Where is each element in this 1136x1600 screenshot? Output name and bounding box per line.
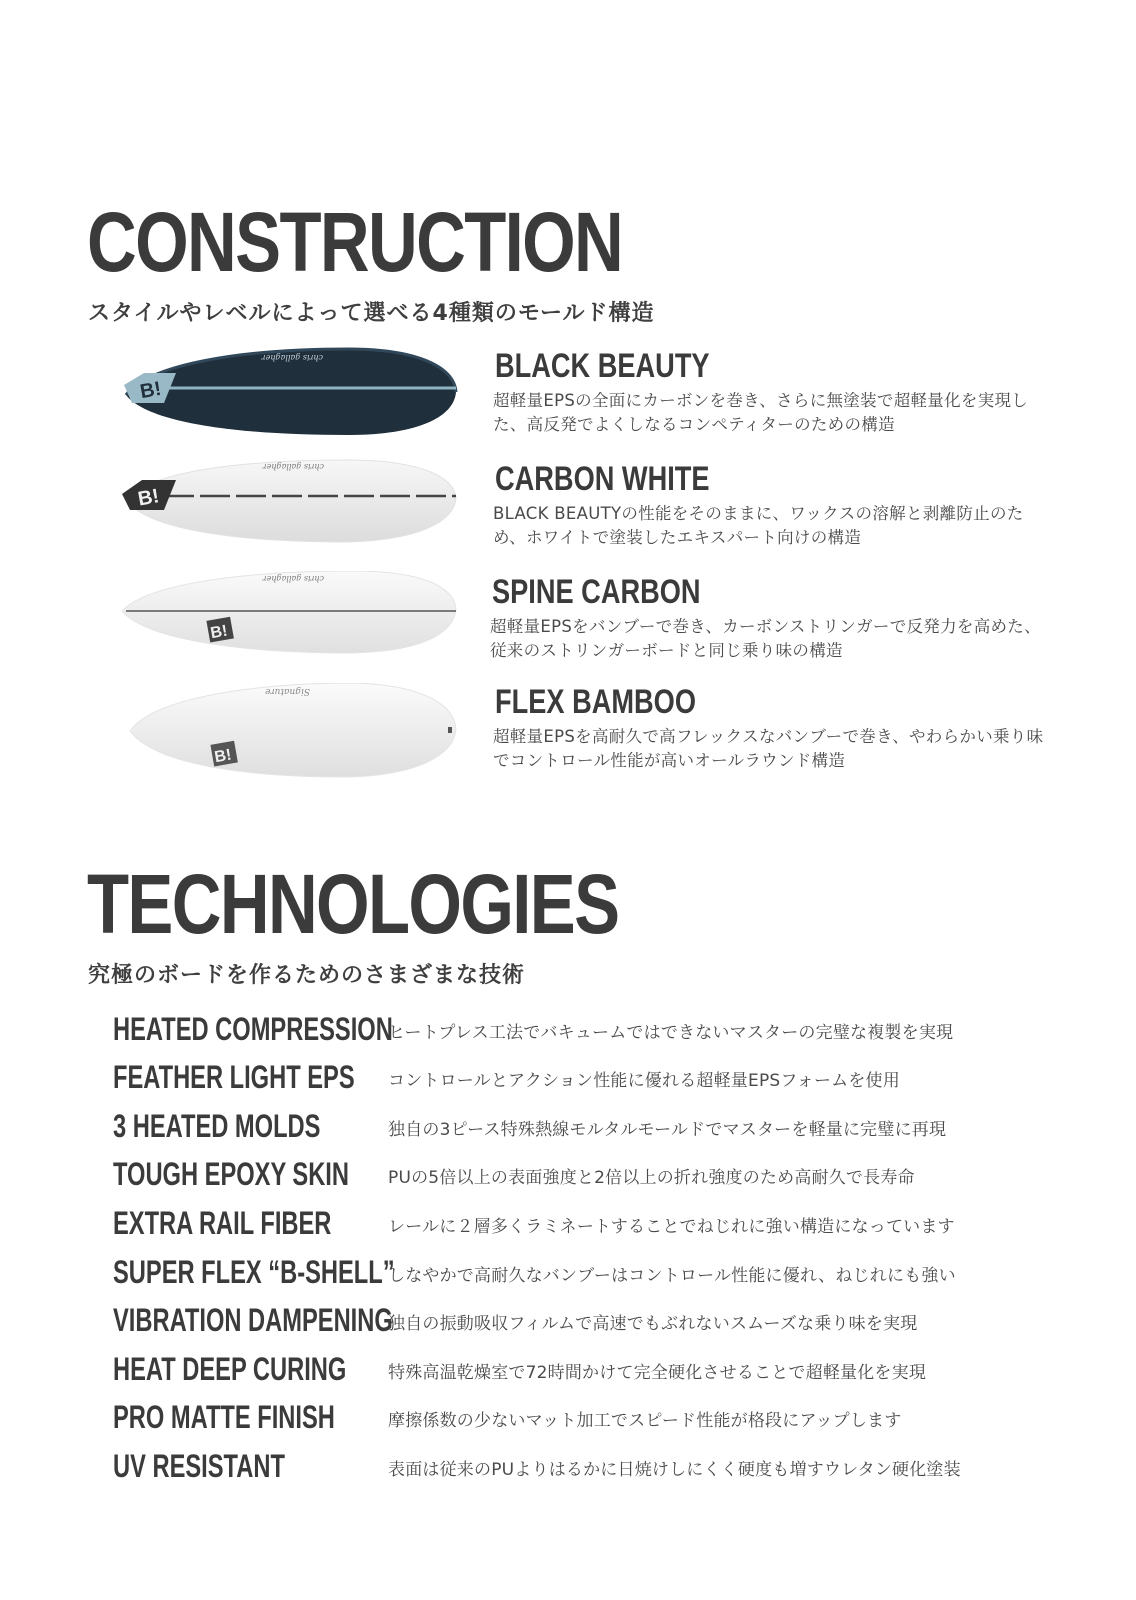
tech-name: FEATHER LIGHT EPS	[113, 1059, 355, 1095]
tech-item	[0, 1110, 1136, 1154]
technologies-subtitle: 究極のボードを作るためのさまざまな技術	[88, 963, 526, 988]
model-flex-bamboo	[0, 683, 1136, 793]
tech-desc: 独自の振動吸収フィルムで高速でもぶれないスムーズな乗り味を実現	[388, 1314, 918, 1334]
tech-item	[0, 1207, 1136, 1251]
tech-name: UV RESISTANT	[113, 1448, 285, 1484]
model-name: FLEX BAMBOO	[495, 683, 696, 721]
svg-text:chris gallagher: chris gallagher	[262, 462, 324, 471]
svg-text:B!: B!	[136, 485, 161, 511]
model-name: SPINE CARBON	[492, 573, 701, 611]
tech-name: HEATED COMPRESSION	[113, 1011, 393, 1047]
tech-item	[0, 1013, 1136, 1057]
tech-item	[0, 1061, 1136, 1105]
svg-text:B!: B!	[138, 377, 163, 404]
tech-name: TOUGH EPOXY SKIN	[113, 1156, 349, 1192]
svg-text:chris gallagher: chris gallagher	[261, 353, 323, 362]
model-desc: 超軽量EPSの全面にカーボンを巻き、さらに無塗装で超軽量化を実現した、高反発でよくしなるコンペティターのための構造	[493, 391, 1029, 434]
tech-desc: レールに２層多くラミネートすることでねじれに強い構造になっています	[388, 1217, 955, 1237]
model-desc: 超軽量EPSを高耐久で高フレックスなバンブーで巻き、やわらかい乗り味でコントロール性能が高いオールラウンド構造	[493, 727, 1044, 770]
tech-desc: コントロールとアクション性能に優れる超軽量EPSフォームを使用	[388, 1071, 900, 1091]
tech-desc: しなやかで高耐久なバンブーはコントロール性能に優れ、ねじれにも強い	[388, 1266, 956, 1286]
technologies-title: TECHNOLOGIES	[87, 857, 619, 951]
tech-item	[0, 1401, 1136, 1445]
svg-text:chris gallagher: chris gallagher	[262, 574, 324, 583]
svg-text:B!: B!	[209, 622, 229, 643]
tech-desc: PUの5倍以上の表面強度と2倍以上の折れ強度のため高耐久で長寿命	[388, 1168, 915, 1188]
tech-desc: 摩擦係数の少ないマット加工でスピード性能が格段にアップします	[388, 1411, 902, 1431]
tech-name: HEAT DEEP CURING	[113, 1351, 347, 1387]
tech-item	[0, 1353, 1136, 1397]
tech-desc: ヒートプレス工法でバキュームではできないマスターの完璧な複製を実現	[388, 1023, 954, 1043]
tech-item	[0, 1450, 1136, 1494]
model-name: CARBON WHITE	[495, 460, 710, 498]
svg-text:B!: B!	[213, 746, 233, 767]
svg-text:Signature: Signature	[264, 686, 310, 696]
model-desc: BLACK BEAUTYの性能をそのままに、ワックスの溶解と剥離防止のため、ホワイトで塗装したエキスパート向けの構造	[493, 504, 1024, 547]
tech-item	[0, 1304, 1136, 1348]
model-name: BLACK BEAUTY	[495, 347, 710, 385]
tech-name: VIBRATION DAMPENING	[113, 1302, 393, 1338]
tech-desc: 表面は従来のPUよりはるかに日焼けしにくく硬度も増すウレタン硬化塗装	[388, 1460, 961, 1480]
construction-subtitle: スタイルやレベルによって選べる4種類のモールド構造	[88, 301, 655, 326]
tech-item	[0, 1158, 1136, 1202]
model-carbon-white	[0, 458, 1136, 568]
tech-item	[0, 1256, 1136, 1300]
model-desc: 超軽量EPSをバンブーで巻き、カーボンストリンガーで反発力を高めた、従来のストリンガーボードと同じ乗り味の構造	[490, 617, 1041, 660]
model-black-beauty	[0, 345, 1136, 455]
tech-desc: 特殊高温乾燥室で72時間かけて完全硬化させることで超軽量化を実現	[388, 1363, 927, 1383]
tech-name: PRO MATTE FINISH	[113, 1399, 335, 1435]
tech-desc: 独自の3ピース特殊熱線モルタルモールドでマスターを軽量に完璧に再現	[388, 1120, 947, 1140]
tech-name: 3 HEATED MOLDS	[113, 1108, 321, 1144]
tech-name: EXTRA RAIL FIBER	[113, 1205, 332, 1241]
construction-title: CONSTRUCTION	[87, 195, 623, 289]
model-spine-carbon	[0, 571, 1136, 681]
tech-name: SUPER FLEX “B-SHELL”	[113, 1254, 395, 1290]
